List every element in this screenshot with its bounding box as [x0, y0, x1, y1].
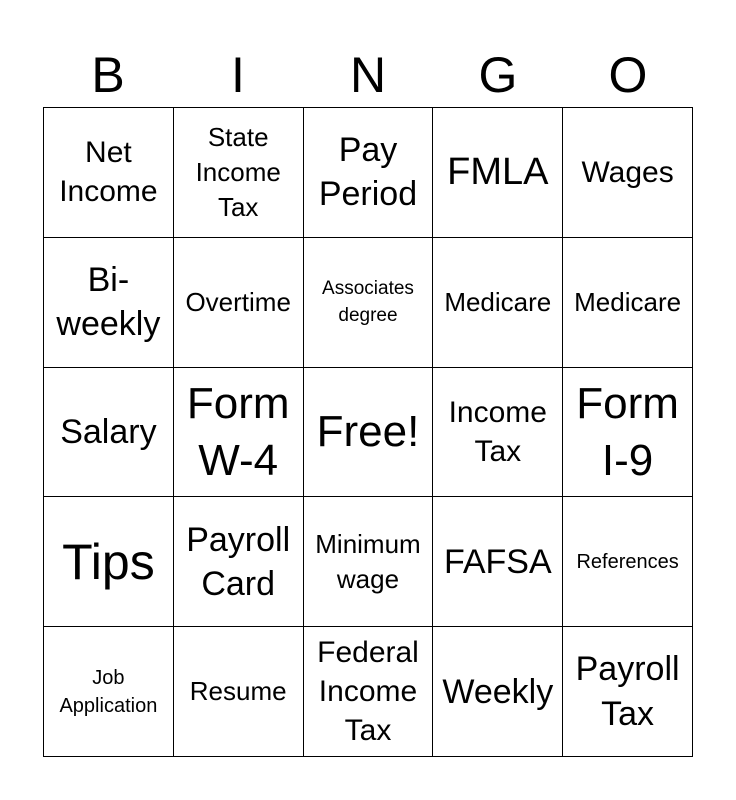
bingo-cell[interactable] — [433, 497, 563, 627]
bingo-cell[interactable] — [44, 108, 174, 238]
cell-label: Weekly — [442, 672, 554, 711]
bingo-cell[interactable] — [563, 108, 693, 238]
bingo-cell[interactable] — [44, 627, 174, 757]
free-space-cell[interactable] — [304, 368, 434, 498]
cell-label: Form W-4 — [186, 378, 290, 485]
cell-label: Overtime — [185, 286, 291, 317]
bingo-cell[interactable] — [174, 627, 304, 757]
header-letter-i: I — [231, 47, 245, 103]
cell-label: FMLA — [447, 150, 549, 193]
cell-label: Minimum wage — [315, 528, 421, 594]
cell-label: Bi-weekly — [56, 261, 161, 344]
cell-label: Form I-9 — [576, 378, 679, 485]
bingo-cell[interactable] — [304, 238, 434, 368]
bingo-cell[interactable] — [174, 108, 304, 238]
cell-label: State Income Tax — [195, 121, 281, 222]
bingo-cell[interactable] — [304, 497, 434, 627]
bingo-cell[interactable] — [433, 238, 563, 368]
cell-label: FAFSA — [443, 542, 552, 581]
bingo-cell[interactable] — [44, 368, 174, 498]
bingo-cell[interactable] — [304, 108, 434, 238]
cell-label: Payroll Card — [186, 520, 291, 603]
cell-label: Federal Income Tax — [317, 636, 419, 748]
cell-label: Salary — [60, 412, 157, 451]
cell-label: Pay Period — [318, 131, 418, 214]
cell-label: Job Application — [59, 666, 158, 717]
cell-label: Associates degree — [322, 277, 414, 327]
cell-label: Net Income — [59, 136, 158, 209]
bingo-cell[interactable] — [174, 368, 304, 498]
bingo-cell[interactable] — [563, 238, 693, 368]
bingo-cell[interactable] — [44, 497, 174, 627]
bingo-card-grid — [43, 107, 693, 757]
cell-label: Medicare — [574, 286, 682, 317]
bingo-cell[interactable] — [44, 238, 174, 368]
cell-label: Income Tax — [448, 395, 547, 468]
bingo-cell[interactable] — [563, 368, 693, 498]
bingo-cell[interactable] — [174, 497, 304, 627]
header-letter-o: O — [608, 47, 648, 103]
cell-label: Free! — [316, 407, 420, 457]
cell-label: Resume — [189, 676, 287, 707]
bingo-cell[interactable] — [433, 108, 563, 238]
bingo-cell[interactable] — [433, 368, 563, 498]
bingo-cell[interactable] — [563, 497, 693, 627]
cell-label: Tips — [62, 533, 155, 590]
bingo-cell[interactable] — [433, 627, 563, 757]
cell-label: Payroll Tax — [575, 650, 680, 733]
header-letter-b: B — [91, 47, 125, 103]
header-letter-n: N — [349, 47, 387, 103]
cell-label: References — [576, 550, 679, 573]
cell-label: Medicare — [444, 286, 552, 317]
header-letter-g: G — [478, 47, 518, 103]
bingo-cell[interactable] — [174, 238, 304, 368]
bingo-cell[interactable] — [563, 627, 693, 757]
bingo-cell[interactable] — [304, 627, 434, 757]
bingo-header — [43, 42, 693, 108]
cell-label: Wages — [581, 155, 674, 189]
